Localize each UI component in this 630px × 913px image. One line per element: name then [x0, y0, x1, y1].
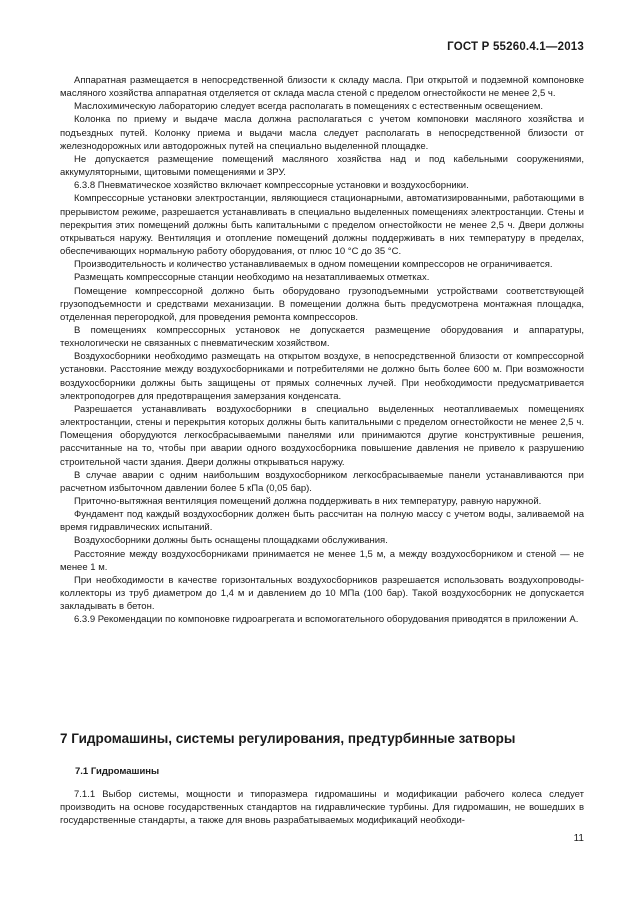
- paragraph: Компрессорные установки электростанции, являющиеся стационарными, автоматизированными, работающими в прерывистом режиме, разрешается устанавливать в специально выделенных помещениях электростанции. Стены и перекрытия этих помещений должны быть капитальными с пределом огнестойкости не менее 2,5 ч. Двери должны открываться наружу. Вентиляция и отопление помещений должны поддерживать в них температуру в пределах, обеспечивающих нормальную работу оборудования, от плюс 10 °С до 35 °С.: [60, 193, 584, 258]
- paragraph: Приточно-вытяжная вентиляция помещений должна поддерживать в них температуру, равную наружной.: [74, 496, 542, 507]
- paragraph: Аппаратная размещается в непосредственной близости к складу масла. При открытой и подземной компоновке масляного хозяйства аппаратная отделяется от склада масла стеной с пределом огнестойкости не менее 2,5 ч.: [60, 75, 584, 100]
- paragraph: Расстояние между воздухосборниками принимается не менее 1,5 м, а между воздухосборником и стеной — не менее 1 м.: [60, 548, 584, 573]
- paragraph: Маслохимическую лабораторию следует всегда располагать в помещениях с естественным освещением.: [74, 101, 543, 113]
- paragraph: 6.3.9 Рекомендации по компоновке гидроагрегата и вспомогательного оборудования приводятся в приложении А.: [74, 614, 579, 626]
- subsection-heading: 7.1 Гидромашины: [75, 766, 160, 777]
- paragraph: При необходимости в качестве горизонтальных воздухосборников разрешается использовать воздухопроводы-коллекторы из труб диаметром до 1,4 м и давлением до 10 МПа (100 бар). Такой воздухосборник не допускается закладывать в бетон.: [60, 574, 584, 613]
- paragraph: 6.3.8 Пневматическое хозяйство включает компрессорные установки и воздухосборники.: [74, 180, 469, 192]
- paragraph: Колонка по приему и выдаче масла должна располагаться с учетом компоновки масляного хозяйства и подъездных путей. Колонку приема и выдачи масла следует располагать в непосредственной близости от железнодорожных или автодорожных путей на специально выделенной площадке.: [60, 114, 584, 152]
- body-text: [60, 74, 584, 627]
- paragraph: 7.1.1 Выбор системы, мощности и типоразмера гидромашины и модификации рабочего колеса следует производить на основе государственных стандартов на гидравлические турбины. Для гидромашин, не вошедших в государственные стандарты, а также для вновь разрабатываемых модификаций необходи-: [60, 789, 584, 827]
- paragraph: Помещение компрессорной должно быть оборудовано грузоподъемными устройствами соответствующей грузоподъемности и средствами механизации. В помещении должна быть предусмотрена монтажная площадка, отделенная перегородкой, для проведения ремонта компрессоров.: [60, 285, 584, 323]
- paragraph: Производительность и количество устанавливаемых в одном помещении компрессоров не ограничивается.: [74, 259, 553, 271]
- paragraph: Не допускается размещение помещений масляного хозяйства над и под кабельными сооружениями, аккумуляторными, щитовыми помещениями и ЗРУ.: [60, 153, 584, 179]
- paragraph: В случае аварии с одним наибольшим воздухосборником легкосбрасываемые панели устанавливаются при расчетном избыточном давлении более 5 кПа (0,05 бар).: [60, 469, 584, 494]
- paragraph: Фундамент под каждый воздухосборник должен быть рассчитан на полную массу с учетом воды, заливаемой на время гидравлических испытаний.: [60, 509, 584, 534]
- standard-header: ГОСТ Р 55260.4.1—2013: [447, 41, 584, 53]
- section-heading: 7 Гидромашины, системы регулирования, предтурбинные затворы: [60, 731, 516, 746]
- paragraph: Воздухосборники необходимо размещать на открытом воздухе, в непосредственной близости от компрессорной установки. Расстояние между воздухосборниками и потребителями не должно быть более 600 м. При возможности воздухосборники должны быть защищены от прямых солнечных лучей. При необходимости предусматривается электроподогрев для предотвращения замерзания конденсата.: [60, 351, 584, 402]
- page-number: 11: [573, 833, 584, 844]
- paragraph: Размещать компрессорные станции необходимо на незатапливаемых отметках.: [74, 272, 430, 284]
- paragraph: Разрешается устанавливать воздухосборники в специально выделенных неотапливаемых помещениях электростанции, стены и перекрытия которых должны быть капитальными с пределом огнестойкости не менее 2,5 ч. Помещения оборудуются легкосбрасываемыми панелями или принимаются другие конструктивные решения, рассчитанные на то, чтобы при аварии одного воздухосборника повышение давления не привело к разрушению строительной части здания. Двери должны открываться наружу.: [60, 403, 584, 468]
- body-text-continued: [60, 788, 584, 827]
- paragraph: В помещениях компрессорных установок не допускается размещение оборудования и аппаратуры, технологически не связанных с пневматическим хозяйством.: [60, 324, 584, 350]
- paragraph: Воздухосборники должны быть оснащены площадками обслуживания.: [74, 535, 388, 547]
